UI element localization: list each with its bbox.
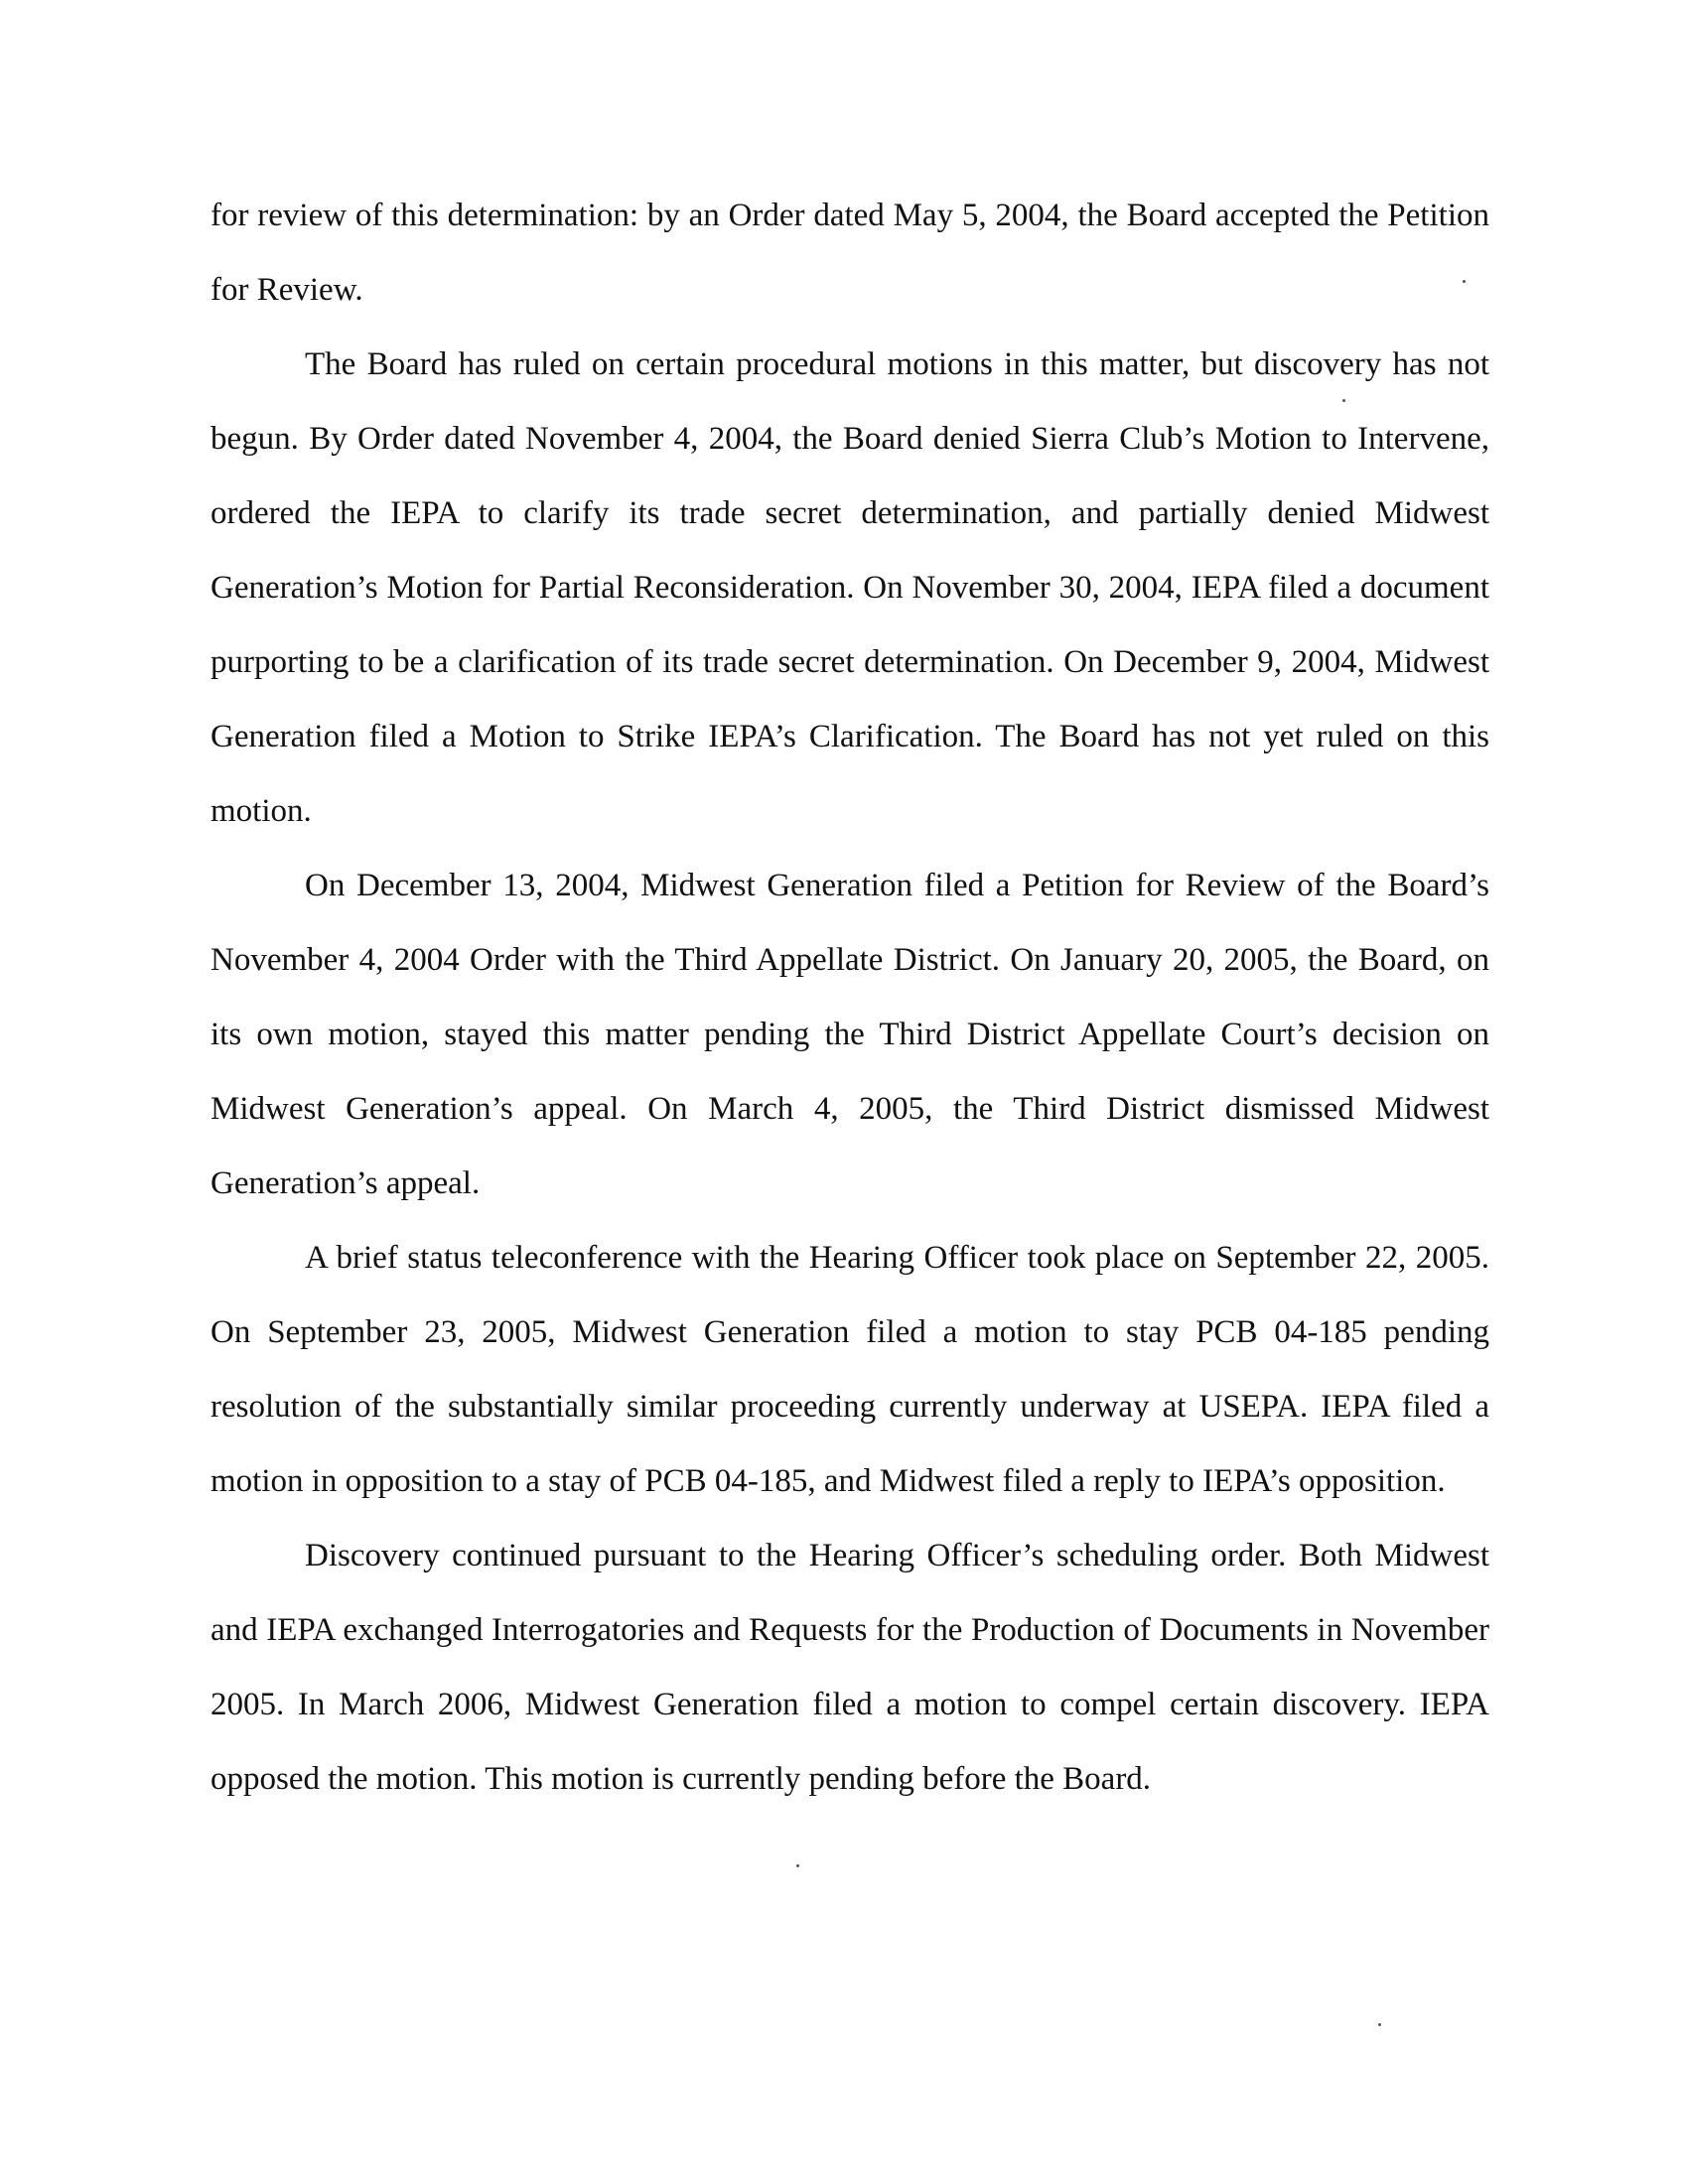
scan-speck (1378, 2023, 1381, 2026)
paragraph-appeal: On December 13, 2004, Midwest Generation filed a Petition for Review of the Board’s November 4, 2004 Order with the Third Appellate District. On January 20, 2005, the Board, on its own motion, stayed this matter pending the Third District Appellate Court’s decision on Midwest Generation’s appeal. On March 4, 2005, the Third District dismissed Midwest Generation’s appeal. (210, 868, 1489, 1201)
paragraph-status-teleconference: A brief status teleconference with the Hearing Officer took place on September 22, 2005. On September 23, 2005, Midwest Generation filed a motion to stay PCB 04-185 pending resolution of the substantially similar proceeding currently underway at USEPA. IEPA filed a motion in opposition to a stay of PCB 04-185, and Midwest filed a reply to IEPA’s opposition. (210, 1240, 1489, 1499)
scan-speck (796, 1864, 799, 1867)
paragraph-petition-accepted: for review of this determination: by an Order dated May 5, 2004, the Board accepted the Petition for Review. (210, 198, 1489, 308)
paragraph-procedural-motions: The Board has ruled on certain procedural motions in this matter, but discovery has not begun. By Order dated November 4, 2004, the Board denied Sierra Club’s Motion to Intervene, ordered the IEPA to clarify its trade secret determination, and partially denied Midwest Generation’s Motion for Partial Reconsideration. On November 30, 2004, IEPA filed a document purporting to be a clarification of its trade secret determination. On December 9, 2004, Midwest Generation filed a Motion to Strike IEPA’s Clarification. The Board has not yet ruled on this motion. (210, 346, 1489, 829)
scan-speck (1463, 280, 1466, 283)
paragraph-discovery: Discovery continued pursuant to the Hearing Officer’s scheduling order. Both Midwest and IEPA exchanged Interrogatories and Requests for the Production of Documents in November 2005. In March 2006, Midwest Generation filed a motion to compel certain discovery. IEPA opposed the motion. This motion is currently pending before the Board. (210, 1538, 1489, 1797)
scan-speck (1342, 399, 1345, 402)
document-body (210, 179, 1489, 1817)
